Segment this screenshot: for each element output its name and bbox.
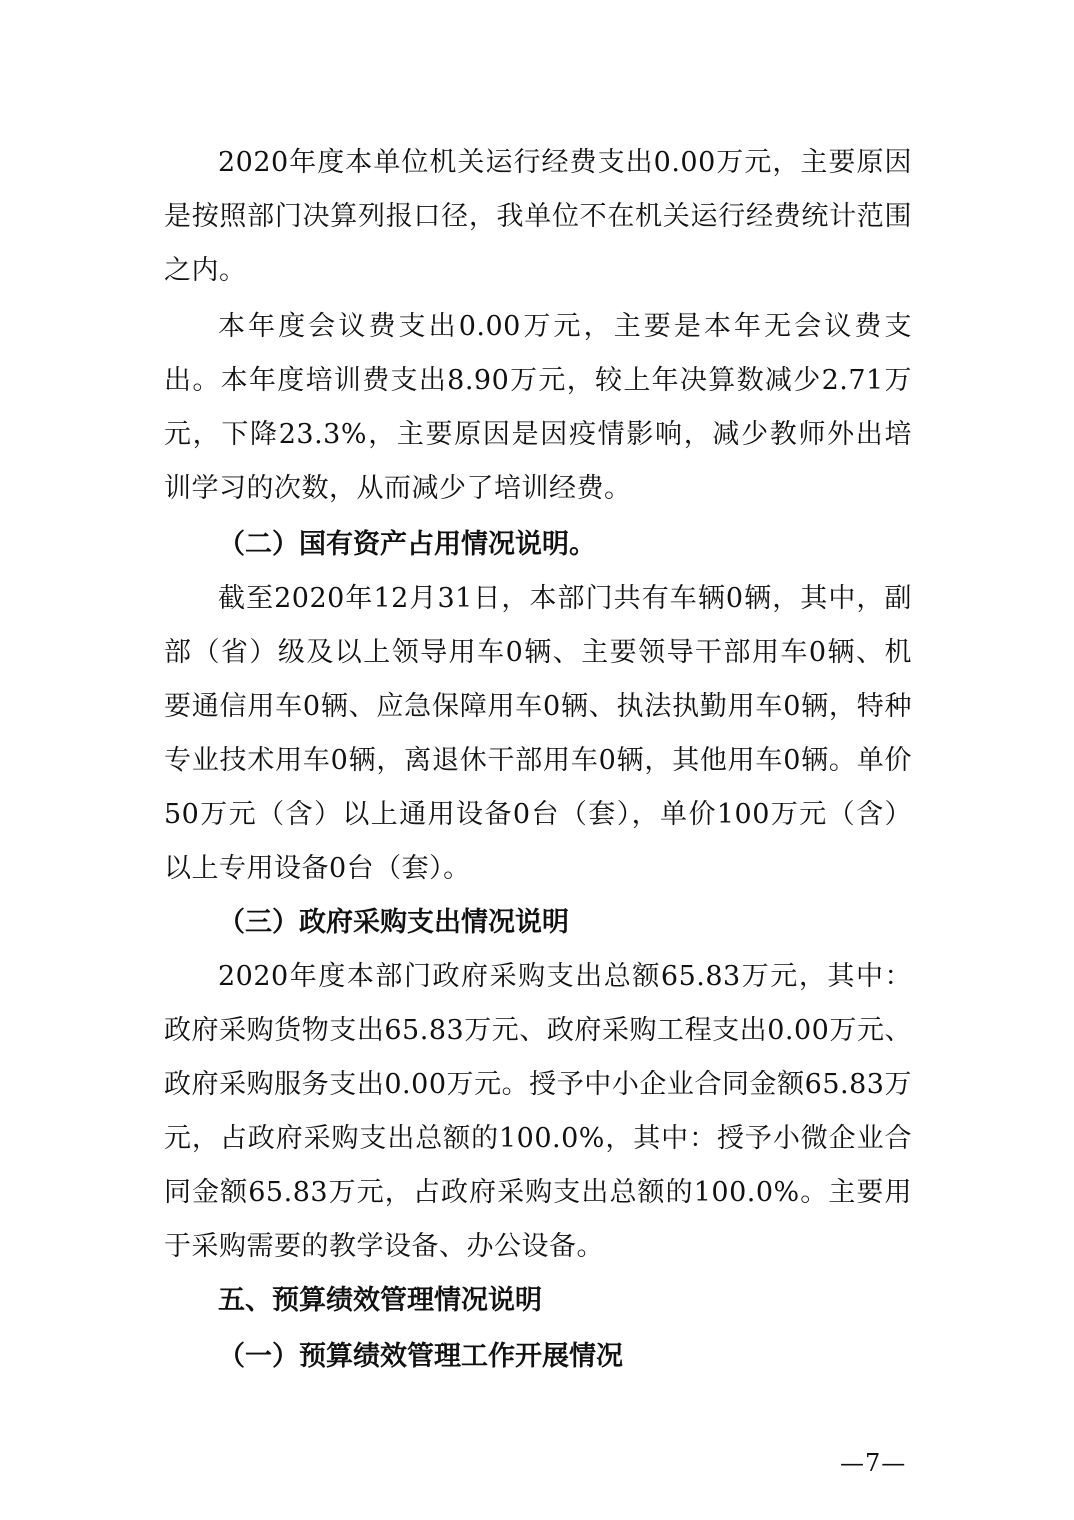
page-number: —7— (840, 1449, 907, 1477)
heading-government-procurement: （三）政府采购支出情况说明 (218, 907, 569, 938)
paragraph-operating-expenses: 2020年度本单位机关运行经费支出0.00万元，主要原因是按照部门决算列报口径，我单位不在机关运行经费统计范围之内。 (164, 147, 912, 286)
heading-budget-performance: 五、预算绩效管理情况说明 (218, 1285, 542, 1316)
paragraph-vehicles: 截至2020年12月31日，本部门共有车辆0辆，其中，副部（省）级及以上领导用车0辆、主要领导干部用车0辆、机要通信用车0辆、应急保障用车0辆、执法执勤用车0辆，特种专业技术用车0辆，离退休干部用车0辆，其他用车0辆。单价50万元（含）以上通用设备0台（套），单价100万元（含）以上专用设备0台（套）。 (164, 583, 912, 884)
heading-performance-work: （一）预算绩效管理工作开展情况 (218, 1341, 623, 1372)
heading-state-assets: （二）国有资产占用情况说明。 (218, 529, 596, 560)
paragraph-procurement: 2020年度本部门政府采购支出总额65.83万元，其中：政府采购货物支出65.83万元、政府采购工程支出0.00万元、政府采购服务支出0.00万元。授予中小企业合同金额65.83万元，占政府采购支出总额的100.0%，其中：授予小微企业合同金额65.83万元，占政府采购支出总额的100.0%。主要用于采购需要的教学设备、办公设备。 (164, 961, 912, 1262)
paragraph-meeting-training: 本年度会议费支出0.00万元，主要是本年无会议费支出。本年度培训费支出8.90万元，较上年决算数减少2.71万元，下降23.3%，主要原因是因疫情影响，减少教师外出培训学习的次数，从而减少了培训经费。 (164, 311, 912, 504)
